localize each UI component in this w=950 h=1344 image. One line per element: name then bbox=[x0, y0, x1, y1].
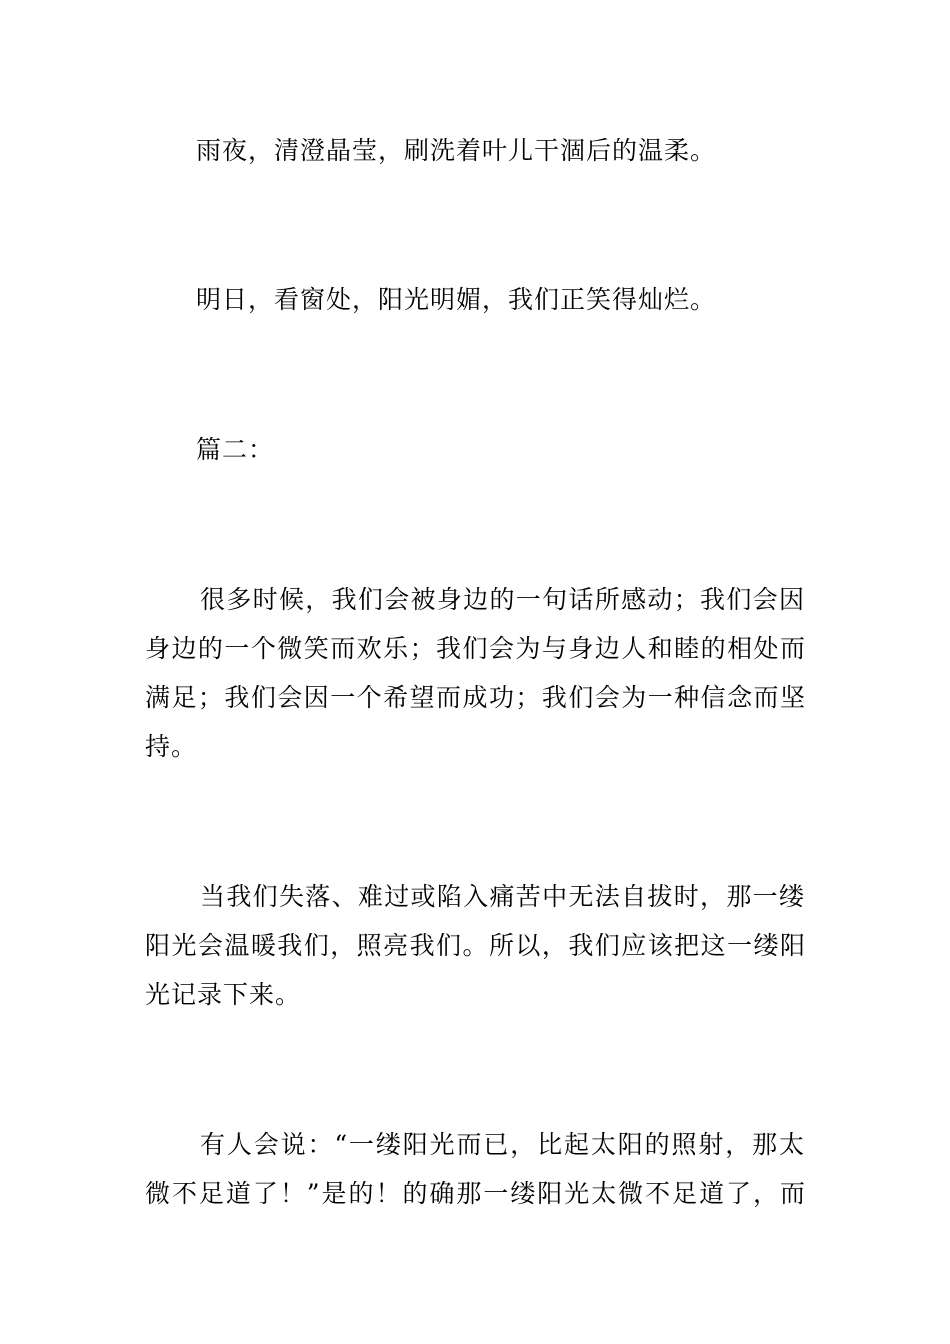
section-heading: 篇二： bbox=[196, 435, 275, 464]
paragraph-line: 持。 bbox=[145, 732, 198, 761]
paragraph-line: 身边的一个微笑而欢乐；我们会为与身边人和睦的相处而 bbox=[145, 634, 805, 663]
paragraph-line: 很多时候，我们会被身边的一句话所感动；我们会因 bbox=[200, 585, 804, 614]
paragraph-line: 雨夜，清澄晶莹，刷洗着叶儿干涸后的温柔。 bbox=[196, 136, 717, 165]
paragraph-line: 明日，看窗处，阳光明媚，我们正笑得灿烂。 bbox=[196, 285, 717, 314]
paragraph-line: 光记录下来。 bbox=[145, 980, 302, 1009]
paragraph-line: 阳光会温暖我们，照亮我们。所以，我们应该把这一缕阳 bbox=[145, 931, 805, 960]
paragraph-line: 微不足道了！”是的！的确那一缕阳光太微不足道了，而 bbox=[145, 1179, 805, 1208]
paragraph-line: 当我们失落、难过或陷入痛苦中无法自拔时，那一缕 bbox=[200, 882, 804, 911]
paragraph-line: 有人会说：“一缕阳光而已，比起太阳的照射，那太 bbox=[200, 1130, 804, 1159]
paragraph-line: 满足；我们会因一个希望而成功；我们会为一种信念而坚 bbox=[145, 683, 805, 712]
